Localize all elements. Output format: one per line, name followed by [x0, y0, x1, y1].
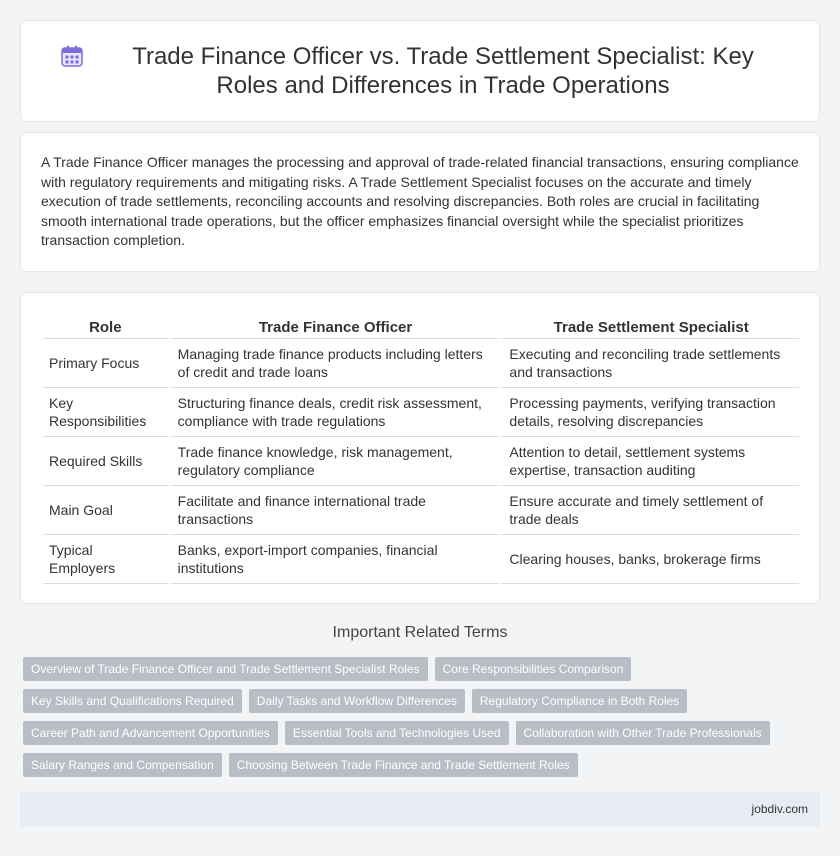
table-row [43, 486, 799, 535]
related-terms-list [23, 657, 823, 785]
related-term-tag[interactable]: Essential Tools and Technologies Used [285, 721, 509, 745]
tfo-cell: Managing trade finance products including letters of credit and trade loans [168, 339, 500, 388]
tss-cell: Processing payments, verifying transaction details, resolving discrepancies [499, 388, 799, 437]
row-label: Typical Employers [43, 535, 168, 584]
table-row [43, 388, 799, 437]
header-role: Role [43, 313, 168, 339]
row-label: Required Skills [43, 437, 168, 486]
related-term-tag[interactable]: Core Responsibilities Comparison [435, 657, 632, 681]
related-term-tag[interactable]: Overview of Trade Finance Officer and Trade Settlement Specialist Roles [23, 657, 428, 681]
related-term-tag[interactable]: Collaboration with Other Trade Professionals [516, 721, 770, 745]
table-header-row [43, 313, 799, 339]
header-card [20, 20, 820, 122]
calendar-grid-icon [61, 45, 83, 67]
tss-cell: Ensure accurate and timely settlement of trade deals [499, 486, 799, 535]
comparison-card [20, 292, 820, 604]
comparison-table [43, 313, 799, 584]
row-label: Key Responsibilities [43, 388, 168, 437]
related-terms-title: Important Related Terms [332, 624, 508, 641]
related-term-tag[interactable]: Daily Tasks and Workflow Differences [249, 689, 465, 713]
tss-cell: Attention to detail, settlement systems expertise, transaction auditing [499, 437, 799, 486]
intro-card [20, 132, 820, 272]
footer-brand[interactable]: jobdiv.com [751, 802, 808, 816]
related-term-tag[interactable]: Regulatory Compliance in Both Roles [472, 689, 687, 713]
related-term-tag[interactable]: Choosing Between Trade Finance and Trade Settlement Roles [229, 753, 578, 777]
tfo-cell: Banks, export-import companies, financial institutions [168, 535, 500, 584]
table-row [43, 535, 799, 584]
tfo-cell: Structuring finance deals, credit risk assessment, compliance with trade regulations [168, 388, 500, 437]
related-term-tag[interactable]: Key Skills and Qualifications Required [23, 689, 242, 713]
row-label: Primary Focus [43, 339, 168, 388]
page-title: Trade Finance Officer vs. Trade Settlement Specialist: Key Roles and Differences in Trade Operations [132, 43, 754, 99]
related-term-tag[interactable]: Career Path and Advancement Opportunities [23, 721, 278, 745]
table-row [43, 437, 799, 486]
tss-cell: Clearing houses, banks, brokerage firms [499, 535, 799, 584]
row-label: Main Goal [43, 486, 168, 535]
header-trade-settlement-specialist: Trade Settlement Specialist [499, 313, 799, 339]
header-trade-finance-officer: Trade Finance Officer [168, 313, 500, 339]
tfo-cell: Trade finance knowledge, risk management, regulatory compliance [168, 437, 500, 486]
footer [20, 792, 820, 826]
table-row [43, 339, 799, 388]
intro-paragraph: A Trade Finance Officer manages the processing and approval of trade-related financial transactions, ensuring compliance with regulatory requirements and mitigating risks. A Trade Settlement Specialist focuses on the accurate and timely execution of trade settlements, reconciling accounts and resolving discrepancies. Both roles are crucial in facilitating smooth international trade operations, but the officer emphasizes financial oversight while the specialist prioritizes transaction completion. [41, 154, 799, 248]
related-term-tag[interactable]: Salary Ranges and Compensation [23, 753, 222, 777]
tfo-cell: Facilitate and finance international trade transactions [168, 486, 500, 535]
tss-cell: Executing and reconciling trade settlements and transactions [499, 339, 799, 388]
